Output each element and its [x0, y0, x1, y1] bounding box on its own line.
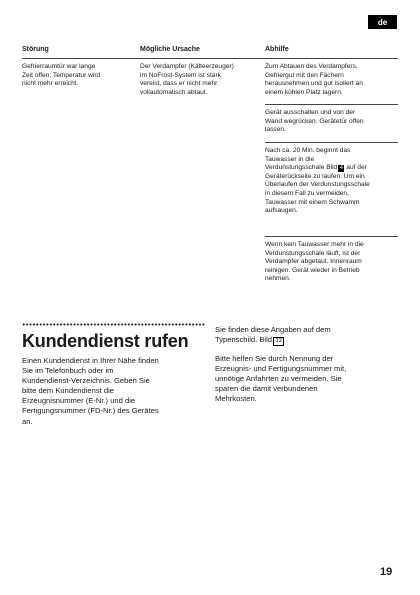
cell-ursache: Der Verdampfer (Kälteerzeuger) im NoFrost-System ist stark vereist, dass er nicht mehr vollautomatisch abtaut.: [140, 63, 234, 96]
cell-abhilfe-step-3: [265, 147, 400, 216]
cell-abhilfe-step-2: Gerät ausschalten und von der Wand wegrücken. Gerätetür offen lassen.: [265, 109, 364, 134]
kundendienst-text-right-1: [215, 325, 400, 346]
row-divider: [265, 142, 398, 143]
figure-reference-4: 4: [339, 165, 343, 172]
kundendienst-text-left: Einen Kundendienst in Ihrer Nähe finden Sie im Telefonbuch oder im Kundendienst-Verzeichnis. Geben Sie bitte dem Kundendienst die Erzeugnisnummer (E-Nr.) und die Fertigungsnummer (FD-Nr.) des Gerätes an.: [22, 356, 159, 426]
language-badge: de: [368, 15, 397, 29]
typenschild-text: Sie finden diese Angaben auf dem Typenschild. Bild: [215, 325, 331, 345]
row-divider: [265, 236, 398, 237]
section-dotted-rule: [22, 323, 205, 326]
column-header-ursache: Mögliche Ursache: [140, 46, 200, 53]
page-number: 19: [380, 566, 393, 578]
cell-stoerung: Gefrierraumtür war lange Zeit offen; Temperatur wird nicht mehr erreicht.: [22, 63, 101, 88]
cell-abhilfe-step-4: Wenn kein Tauwasser mehr in die Verdunstungsschale läuft, ist der Verdampfer abgetaut. Innenraum reinigen. Gerät wieder in Betrieb nehmen.: [265, 241, 364, 283]
row-divider: [265, 104, 398, 105]
table-header-rule: [22, 58, 398, 59]
step-3-text-before: Nach ca. 20 Min. beginnt das Tauwasser in die Verdunstungsschale Bild: [265, 147, 351, 172]
section-title: Kundendienst rufen: [22, 331, 189, 351]
figure-reference-12: 12: [273, 337, 284, 346]
kundendienst-text-right-2: Bitte helfen Sie durch Nennung der Erzeugnis- und Fertigungsnummer mit, unnötige Anfahrten zu vermeiden. Sie sparen die damit verbundenen Mehrkosten.: [215, 354, 347, 404]
cell-abhilfe-step-1: Zum Abtauen des Verdampfers, Gefriergut mit den Fächern herausnehmen und gut isoliert an einem kühlen Platz lagern.: [265, 63, 363, 96]
step-3-text-after: auf der Geräterückseite zu laufen. Um ein Überlaufen der Verdunstungsschale in diesem Fall zu vermeiden, Tauwasser mit einem Schwamm aufsaugen.: [265, 164, 370, 215]
column-header-abhilfe: Abhilfe: [265, 46, 289, 53]
column-header-stoerung: Störung: [22, 46, 49, 53]
